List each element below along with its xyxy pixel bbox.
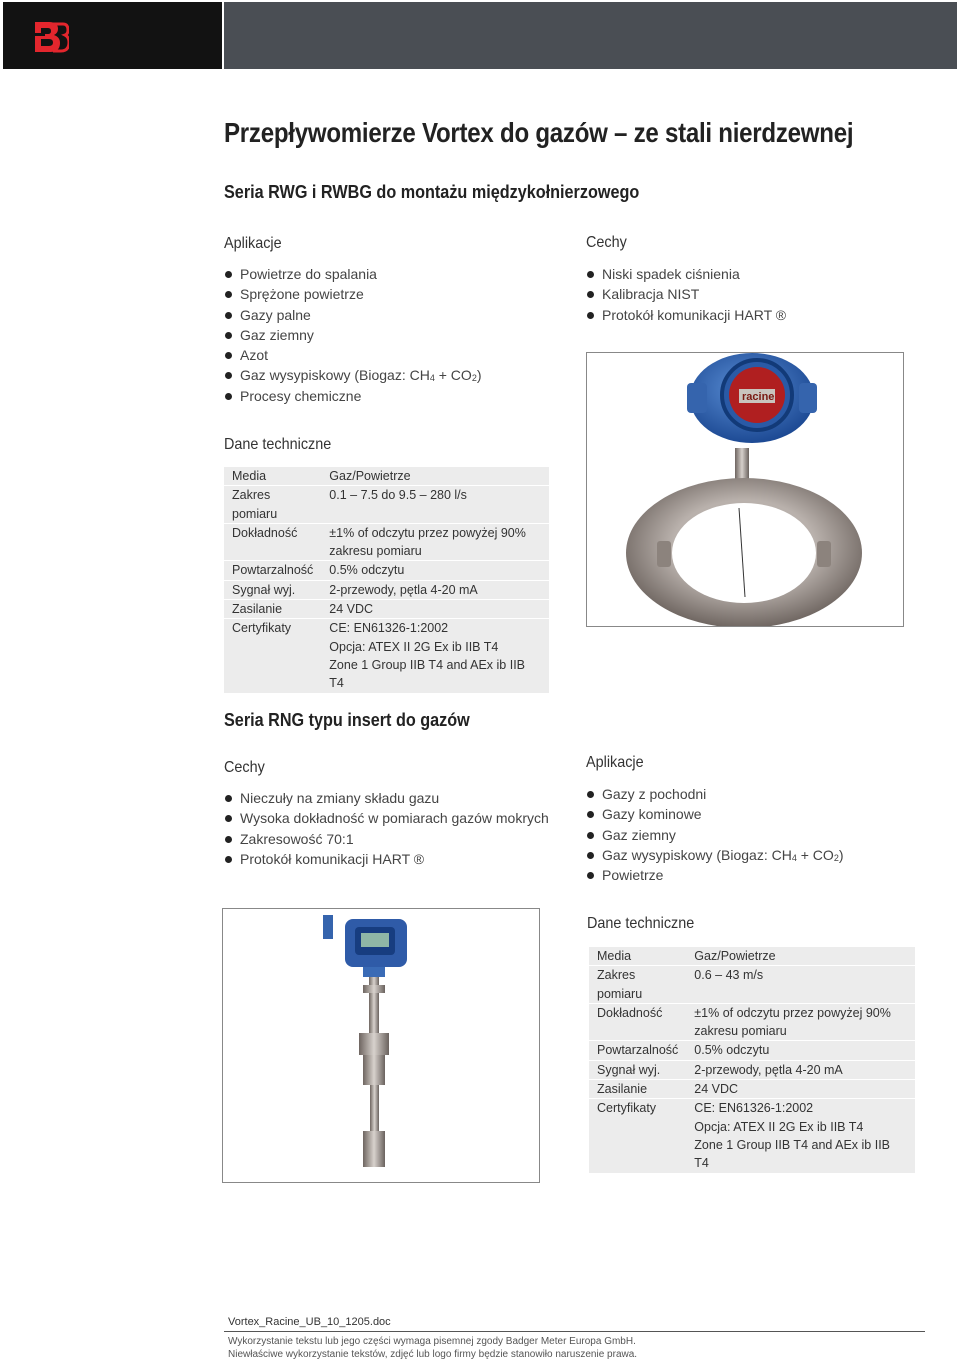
list-item: Gazy palne [224, 305, 482, 325]
list-item: Niski spadek ciśnienia [586, 264, 786, 284]
table-row: Certyfikaty CE: EN61326-1:2002 Opcja: ATEX II 2G Ex ib IIB T4 Zone 1 Group IIB T4 and AEx ib IIB T4 [589, 1099, 915, 1173]
table-row: Media Gaz/Powietrze [224, 467, 549, 486]
list-item-biogas: Gaz wysypiskowy (Biogaz: $CH_4 + CO_2$) [586, 845, 844, 865]
section2-applications-title: Aplikacje [586, 754, 644, 771]
table-row: Sygnał wyj. 2-przewody, pętla 4-20 mA [224, 580, 549, 599]
list-item: Protokół komunikacji HART ® [224, 849, 549, 869]
list-item: Sprężone powietrze [224, 284, 482, 304]
table-row: Dokładność ±1% of odczytu przez powyżej 90% zakresu pomiaru [224, 523, 549, 561]
table-row: Certyfikaty CE: EN61326-1:2002 Opcja: ATEX II 2G Ex ib IIB T4 Zone 1 Group IIB T4 and AEx ib IIB T4 [224, 619, 549, 693]
footer-legal-note: Wykorzystanie tekstu lub jego części wymaga pisemnej zgody Badger Meter Europa GmbH. Niewłaściwe wykorzystanie tekstów, zdjęć lub logo firmy będzie stanowiło naruszenie prawa. [228, 1336, 638, 1360]
insertion-flowmeter-image [223, 909, 539, 1182]
table-row: Dokładność ±1% of odczytu przez powyżej 90% zakresu pomiaru [589, 1003, 915, 1041]
list-item: Powietrze [586, 865, 844, 885]
rng-meter-photo [222, 908, 540, 1183]
list-item-biogas: Gaz wysypiskowy (Biogaz: $CH_4 + CO_2$) [224, 365, 482, 385]
section1-tech-title: Dane techniczne [224, 436, 332, 453]
list-item: Procesy chemiczne [224, 386, 482, 406]
section1-heading: Seria RWG i RWBG do montażu międzykołnierzowego [224, 182, 640, 202]
table-row: Media Gaz/Powietrze [589, 947, 915, 966]
list-item: Zakresowość 70:1 [224, 829, 549, 849]
section2-tech-table [589, 947, 915, 1174]
list-item: Gaz ziemny [586, 825, 844, 845]
list-item: Kalibracja NIST [586, 284, 786, 304]
list-item: Protokół komunikacji HART ® [586, 305, 786, 325]
section1-applications-title: Aplikacje [224, 235, 282, 252]
page-title: Przepływomierze Vortex do gazów – ze stali nierdzewnej [224, 117, 854, 148]
table-row: Zakres pomiaru 0.1 – 7.5 do 9.5 – 280 l/s [224, 486, 549, 524]
section2-features-title: Cechy [224, 759, 265, 776]
footer-divider [224, 1331, 925, 1332]
wafer-flowmeter-image [587, 353, 903, 626]
list-item: Wysoka dokładność w pomiarach gazów mokrych [224, 808, 549, 828]
header-band [224, 2, 957, 69]
table-row: Powtarzalność 0.5% odczytu [224, 561, 549, 580]
list-item: Gazy kominowe [586, 804, 844, 824]
table-row: Zasilanie 24 VDC [224, 600, 549, 619]
list-item: Azot [224, 345, 482, 365]
section1-features-list [586, 264, 786, 325]
table-row: Zasilanie 24 VDC [589, 1080, 915, 1099]
section2-features-list [224, 788, 549, 869]
footer-doc-name: Vortex_Racine_UB_10_1205.doc [228, 1316, 391, 1328]
rwg-meter-photo [586, 352, 904, 627]
list-item: Gazy z pochodni [586, 784, 844, 804]
table-row: Sygnał wyj. 2-przewody, pętla 4-20 mA [589, 1060, 915, 1079]
section1-tech-table [224, 467, 549, 694]
section2-tech-title: Dane techniczne [587, 915, 695, 932]
table-row: Powtarzalność 0.5% odczytu [589, 1041, 915, 1060]
list-item: Gaz ziemny [224, 325, 482, 345]
list-item: Nieczuły na zmiany składu gazu [224, 788, 549, 808]
section2-applications-list [586, 784, 844, 885]
list-item: Powietrze do spalania [224, 264, 482, 284]
racine-label: racine [742, 391, 775, 403]
section1-features-title: Cechy [586, 234, 627, 251]
badger-meter-logo-icon [33, 20, 69, 54]
table-row: Zakres pomiaru 0.6 – 43 m/s [589, 966, 915, 1004]
section2-heading: Seria RNG typu insert do gazów [224, 710, 470, 730]
section1-applications-list [224, 264, 482, 406]
